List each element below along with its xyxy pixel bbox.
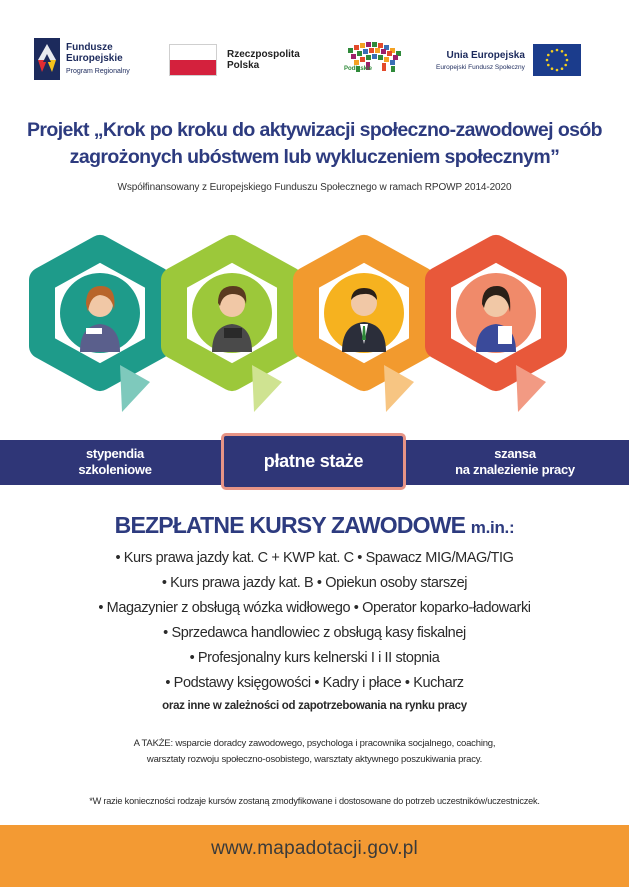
additional-support	[0, 736, 629, 768]
course-line: • Profesjonalny kurs kelnerski I i II stopnia	[189, 650, 440, 666]
course-line: • Kurs prawa jazdy kat. C + KWP kat. C • Spawacz MIG/MAG/TIG	[115, 550, 514, 566]
banner-right-line1: szansa	[494, 446, 536, 461]
cofinancing-note: Współfinansowany z Europejskiego Funduszu Społecznego w ramach RPOWP 2014-2020	[117, 182, 512, 193]
banner-center-badge: płatne staże	[221, 433, 406, 490]
banner-left-line1: stypendia	[86, 446, 144, 461]
podlaskie-label: Podlaskie	[344, 66, 373, 72]
fundusze-europejskie-logo	[34, 38, 130, 80]
project-title-line2: zagrożonych ubóstwem lub wykluczeniem społecznym”	[69, 146, 560, 168]
polish-flag-icon	[169, 44, 217, 76]
courses-title	[0, 512, 629, 539]
project-title-line1: Projekt „Krok po kroku do aktywizacji społeczno-zawodowej osób	[27, 119, 602, 141]
course-line: • Sprzedawca handlowiec z obsługą kasy fiskalnej	[163, 625, 466, 641]
fe-star-icon	[34, 38, 60, 80]
modification-footnote: *W razie konieczności rodzaje kursów zostaną zmodyfikowane i dostosowane do potrzeb uczestników/uczestniczek.	[89, 796, 540, 806]
fe-line1: Fundusze	[66, 41, 113, 53]
course-line: • Magazynier z obsługą wózka widłowego • Operator koparko-ładowarki	[98, 600, 531, 616]
eu-flag-icon	[533, 44, 581, 76]
other-courses-note: oraz inne w zależności od zapotrzebowania na rynku pracy	[162, 700, 467, 712]
footer-url-link[interactable]: www.mapadotacji.gov.pl	[211, 838, 418, 859]
additional-support-line2: warsztaty rozwoju społeczno-osobistego, warsztaty aktywnego poszukiwania pracy.	[146, 754, 483, 765]
additional-support-line1: A TAKŻE: wsparcie doradcy zawodowego, psychologa i pracownika socjalnego, coaching,	[133, 738, 496, 749]
banner-right	[430, 440, 600, 485]
courses-title-main: BEZPŁATNE KURSY ZAWODOWE	[114, 512, 466, 538]
rp-line1: Rzeczpospolita	[227, 49, 300, 60]
rzeczpospolita-logo	[169, 44, 317, 76]
fe-sub: Program Regionalny	[66, 67, 130, 75]
footer-bar	[0, 825, 629, 887]
hexagon-row	[0, 200, 629, 425]
rp-line2: Polska	[227, 60, 260, 71]
banner-left-line2: szkoleniowe	[78, 462, 152, 477]
ue-name: Unia Europejska	[446, 49, 525, 61]
logo-bar	[0, 0, 629, 100]
course-list	[0, 546, 629, 696]
ue-sub: Europejski Fundusz Społeczny	[436, 63, 525, 71]
fe-line2: Europejskie	[66, 52, 123, 64]
course-line: • Podstawy księgowości • Kadry i płace • Kucharz	[165, 675, 464, 691]
unia-europejska-logo	[436, 44, 581, 76]
course-line: • Kurs prawa jazdy kat. B • Opiekun osoby starszej	[161, 575, 468, 591]
banner-right-line2: na znalezienie pracy	[455, 462, 575, 477]
courses-title-suffix: m.in.:	[470, 518, 515, 537]
banner-left	[50, 440, 180, 485]
podlaskie-logo	[344, 40, 404, 72]
